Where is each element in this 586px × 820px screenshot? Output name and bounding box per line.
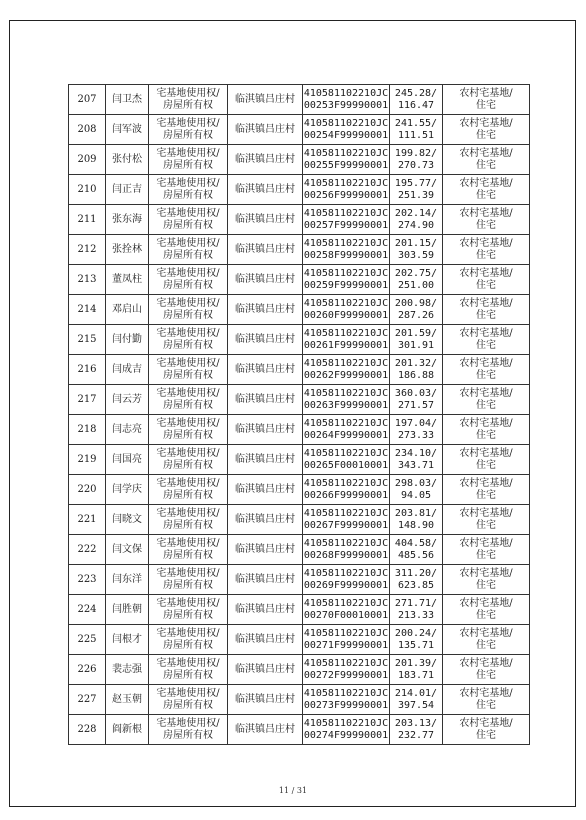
table-row — [69, 475, 530, 505]
table-row — [69, 415, 530, 445]
location-cell: 临淇镇吕庄村 — [228, 115, 303, 145]
right-type-cell: 宅基地使用权/ 房屋所有权 — [149, 655, 228, 685]
owner-name-cell: 闫根才 — [106, 625, 149, 655]
row-number-cell: 215 — [69, 325, 106, 355]
row-number-cell: 228 — [69, 715, 106, 745]
area-cell: 201.15/ 303.59 — [390, 235, 443, 265]
right-type-cell: 宅基地使用权/ 房屋所有权 — [149, 265, 228, 295]
location-cell: 临淇镇吕庄村 — [228, 145, 303, 175]
land-use-cell: 农村宅基地/ 住宅 — [443, 265, 530, 295]
table-row — [69, 355, 530, 385]
owner-name-cell: 闫卫杰 — [106, 85, 149, 115]
right-type-cell: 宅基地使用权/ 房屋所有权 — [149, 175, 228, 205]
area-cell: 201.39/ 183.71 — [390, 655, 443, 685]
right-type-cell: 宅基地使用权/ 房屋所有权 — [149, 595, 228, 625]
land-use-cell: 农村宅基地/ 住宅 — [443, 685, 530, 715]
table-row — [69, 205, 530, 235]
row-number-cell: 225 — [69, 625, 106, 655]
land-use-cell: 农村宅基地/ 住宅 — [443, 385, 530, 415]
parcel-code-cell: 410581102210JC 00274F99990001 — [303, 715, 390, 745]
table-row — [69, 175, 530, 205]
location-cell: 临淇镇吕庄村 — [228, 565, 303, 595]
owner-name-cell: 闫正吉 — [106, 175, 149, 205]
land-use-cell: 农村宅基地/ 住宅 — [443, 325, 530, 355]
area-cell: 195.77/ 251.39 — [390, 175, 443, 205]
row-number-cell: 223 — [69, 565, 106, 595]
land-use-cell: 农村宅基地/ 住宅 — [443, 655, 530, 685]
area-cell: 271.71/ 213.33 — [390, 595, 443, 625]
location-cell: 临淇镇吕庄村 — [228, 355, 303, 385]
right-type-cell: 宅基地使用权/ 房屋所有权 — [149, 715, 228, 745]
parcel-code-cell: 410581102210JC 00261F99990001 — [303, 325, 390, 355]
parcel-code-cell: 410581102210JC 00259F99990001 — [303, 265, 390, 295]
table-row — [69, 595, 530, 625]
location-cell: 临淇镇吕庄村 — [228, 715, 303, 745]
row-number-cell: 213 — [69, 265, 106, 295]
area-cell: 360.03/ 271.57 — [390, 385, 443, 415]
table-row — [69, 445, 530, 475]
location-cell: 临淇镇吕庄村 — [228, 475, 303, 505]
parcel-code-cell: 410581102210JC 00266F99990001 — [303, 475, 390, 505]
table-row — [69, 265, 530, 295]
right-type-cell: 宅基地使用权/ 房屋所有权 — [149, 205, 228, 235]
parcel-code-cell: 410581102210JC 00273F99990001 — [303, 685, 390, 715]
table-row — [69, 655, 530, 685]
land-use-cell: 农村宅基地/ 住宅 — [443, 565, 530, 595]
right-type-cell: 宅基地使用权/ 房屋所有权 — [149, 385, 228, 415]
area-cell: 201.32/ 186.88 — [390, 355, 443, 385]
location-cell: 临淇镇吕庄村 — [228, 505, 303, 535]
land-use-cell: 农村宅基地/ 住宅 — [443, 415, 530, 445]
owner-name-cell: 闫国亮 — [106, 445, 149, 475]
registry-table-body — [69, 85, 530, 745]
land-use-cell: 农村宅基地/ 住宅 — [443, 295, 530, 325]
area-cell: 202.14/ 274.90 — [390, 205, 443, 235]
land-use-cell: 农村宅基地/ 住宅 — [443, 235, 530, 265]
row-number-cell: 207 — [69, 85, 106, 115]
table-row — [69, 295, 530, 325]
area-cell: 311.20/ 623.85 — [390, 565, 443, 595]
land-use-cell: 农村宅基地/ 住宅 — [443, 145, 530, 175]
row-number-cell: 214 — [69, 295, 106, 325]
owner-name-cell: 闫成吉 — [106, 355, 149, 385]
row-number-cell: 218 — [69, 415, 106, 445]
row-number-cell: 211 — [69, 205, 106, 235]
land-use-cell: 农村宅基地/ 住宅 — [443, 475, 530, 505]
row-number-cell: 217 — [69, 385, 106, 415]
area-cell: 197.04/ 273.33 — [390, 415, 443, 445]
location-cell: 临淇镇吕庄村 — [228, 655, 303, 685]
area-cell: 199.82/ 270.73 — [390, 145, 443, 175]
owner-name-cell: 赵玉朝 — [106, 685, 149, 715]
parcel-code-cell: 410581102210JC 00267F99990001 — [303, 505, 390, 535]
row-number-cell: 209 — [69, 145, 106, 175]
right-type-cell: 宅基地使用权/ 房屋所有权 — [149, 535, 228, 565]
land-use-cell: 农村宅基地/ 住宅 — [443, 505, 530, 535]
table-row — [69, 385, 530, 415]
area-cell: 241.55/ 111.51 — [390, 115, 443, 145]
area-cell: 245.28/ 116.47 — [390, 85, 443, 115]
land-use-cell: 农村宅基地/ 住宅 — [443, 115, 530, 145]
owner-name-cell: 董凤柱 — [106, 265, 149, 295]
right-type-cell: 宅基地使用权/ 房屋所有权 — [149, 625, 228, 655]
row-number-cell: 227 — [69, 685, 106, 715]
owner-name-cell: 闫云芳 — [106, 385, 149, 415]
row-number-cell: 216 — [69, 355, 106, 385]
land-use-cell: 农村宅基地/ 住宅 — [443, 595, 530, 625]
right-type-cell: 宅基地使用权/ 房屋所有权 — [149, 325, 228, 355]
row-number-cell: 221 — [69, 505, 106, 535]
parcel-code-cell: 410581102210JC 00264F99990001 — [303, 415, 390, 445]
land-use-cell: 农村宅基地/ 住宅 — [443, 175, 530, 205]
location-cell: 临淇镇吕庄村 — [228, 235, 303, 265]
registry-table — [68, 84, 530, 745]
parcel-code-cell: 410581102210JC 00263F99990001 — [303, 385, 390, 415]
area-cell: 404.58/ 485.56 — [390, 535, 443, 565]
area-cell: 200.98/ 287.26 — [390, 295, 443, 325]
table-row — [69, 715, 530, 745]
parcel-code-cell: 410581102210JC 00254F99990001 — [303, 115, 390, 145]
owner-name-cell: 闫军波 — [106, 115, 149, 145]
right-type-cell: 宅基地使用权/ 房屋所有权 — [149, 355, 228, 385]
table-row — [69, 685, 530, 715]
parcel-code-cell: 410581102210JC 00253F99990001 — [303, 85, 390, 115]
table-row — [69, 565, 530, 595]
row-number-cell: 226 — [69, 655, 106, 685]
location-cell: 临淇镇吕庄村 — [228, 295, 303, 325]
land-use-cell: 农村宅基地/ 住宅 — [443, 535, 530, 565]
land-use-cell: 农村宅基地/ 住宅 — [443, 355, 530, 385]
parcel-code-cell: 410581102210JC 00262F99990001 — [303, 355, 390, 385]
parcel-code-cell: 410581102210JC 00272F99990001 — [303, 655, 390, 685]
owner-name-cell: 闫文保 — [106, 535, 149, 565]
owner-name-cell: 裴志强 — [106, 655, 149, 685]
parcel-code-cell: 410581102210JC 00269F99990001 — [303, 565, 390, 595]
land-use-cell: 农村宅基地/ 住宅 — [443, 85, 530, 115]
location-cell: 临淇镇吕庄村 — [228, 595, 303, 625]
area-cell: 202.75/ 251.00 — [390, 265, 443, 295]
land-use-cell: 农村宅基地/ 住宅 — [443, 205, 530, 235]
parcel-code-cell: 410581102210JC 00260F99990001 — [303, 295, 390, 325]
parcel-code-cell: 410581102210JC 00265F00010001 — [303, 445, 390, 475]
table-row — [69, 505, 530, 535]
owner-name-cell: 张付松 — [106, 145, 149, 175]
owner-name-cell: 闫东洋 — [106, 565, 149, 595]
owner-name-cell: 张东海 — [106, 205, 149, 235]
right-type-cell: 宅基地使用权/ 房屋所有权 — [149, 505, 228, 535]
page-number: 11 / 31 — [278, 786, 308, 795]
area-cell: 214.01/ 397.54 — [390, 685, 443, 715]
location-cell: 临淇镇吕庄村 — [228, 175, 303, 205]
location-cell: 临淇镇吕庄村 — [228, 445, 303, 475]
table-row — [69, 535, 530, 565]
owner-name-cell: 闫付勤 — [106, 325, 149, 355]
row-number-cell: 212 — [69, 235, 106, 265]
location-cell: 临淇镇吕庄村 — [228, 205, 303, 235]
row-number-cell: 219 — [69, 445, 106, 475]
location-cell: 临淇镇吕庄村 — [228, 415, 303, 445]
right-type-cell: 宅基地使用权/ 房屋所有权 — [149, 295, 228, 325]
location-cell: 临淇镇吕庄村 — [228, 85, 303, 115]
location-cell: 临淇镇吕庄村 — [228, 265, 303, 295]
area-cell: 200.24/ 135.71 — [390, 625, 443, 655]
table-row — [69, 85, 530, 115]
owner-name-cell: 闫胜朝 — [106, 595, 149, 625]
table-row — [69, 115, 530, 145]
parcel-code-cell: 410581102210JC 00271F99990001 — [303, 625, 390, 655]
area-cell: 298.03/ 94.05 — [390, 475, 443, 505]
parcel-code-cell: 410581102210JC 00268F99990001 — [303, 535, 390, 565]
parcel-code-cell: 410581102210JC 00257F99990001 — [303, 205, 390, 235]
parcel-code-cell: 410581102210JC 00270F00010001 — [303, 595, 390, 625]
right-type-cell: 宅基地使用权/ 房屋所有权 — [149, 565, 228, 595]
owner-name-cell: 阎新根 — [106, 715, 149, 745]
right-type-cell: 宅基地使用权/ 房屋所有权 — [149, 85, 228, 115]
area-cell: 234.10/ 343.71 — [390, 445, 443, 475]
owner-name-cell: 闫学庆 — [106, 475, 149, 505]
table-row — [69, 145, 530, 175]
row-number-cell: 210 — [69, 175, 106, 205]
land-use-cell: 农村宅基地/ 住宅 — [443, 445, 530, 475]
right-type-cell: 宅基地使用权/ 房屋所有权 — [149, 685, 228, 715]
right-type-cell: 宅基地使用权/ 房屋所有权 — [149, 145, 228, 175]
location-cell: 临淇镇吕庄村 — [228, 535, 303, 565]
location-cell: 临淇镇吕庄村 — [228, 685, 303, 715]
location-cell: 临淇镇吕庄村 — [228, 385, 303, 415]
parcel-code-cell: 410581102210JC 00258F99990001 — [303, 235, 390, 265]
row-number-cell: 222 — [69, 535, 106, 565]
land-use-cell: 农村宅基地/ 住宅 — [443, 625, 530, 655]
table-row — [69, 325, 530, 355]
owner-name-cell: 张拴林 — [106, 235, 149, 265]
area-cell: 203.13/ 232.77 — [390, 715, 443, 745]
right-type-cell: 宅基地使用权/ 房屋所有权 — [149, 475, 228, 505]
owner-name-cell: 闫晓文 — [106, 505, 149, 535]
area-cell: 203.81/ 148.90 — [390, 505, 443, 535]
table-row — [69, 625, 530, 655]
parcel-code-cell: 410581102210JC 00256F99990001 — [303, 175, 390, 205]
right-type-cell: 宅基地使用权/ 房屋所有权 — [149, 115, 228, 145]
right-type-cell: 宅基地使用权/ 房屋所有权 — [149, 235, 228, 265]
owner-name-cell: 闫志亮 — [106, 415, 149, 445]
row-number-cell: 220 — [69, 475, 106, 505]
area-cell: 201.59/ 301.91 — [390, 325, 443, 355]
parcel-code-cell: 410581102210JC 00255F99990001 — [303, 145, 390, 175]
row-number-cell: 208 — [69, 115, 106, 145]
land-use-cell: 农村宅基地/ 住宅 — [443, 715, 530, 745]
table-row — [69, 235, 530, 265]
location-cell: 临淇镇吕庄村 — [228, 625, 303, 655]
right-type-cell: 宅基地使用权/ 房屋所有权 — [149, 415, 228, 445]
row-number-cell: 224 — [69, 595, 106, 625]
owner-name-cell: 邓启山 — [106, 295, 149, 325]
right-type-cell: 宅基地使用权/ 房屋所有权 — [149, 445, 228, 475]
location-cell: 临淇镇吕庄村 — [228, 325, 303, 355]
